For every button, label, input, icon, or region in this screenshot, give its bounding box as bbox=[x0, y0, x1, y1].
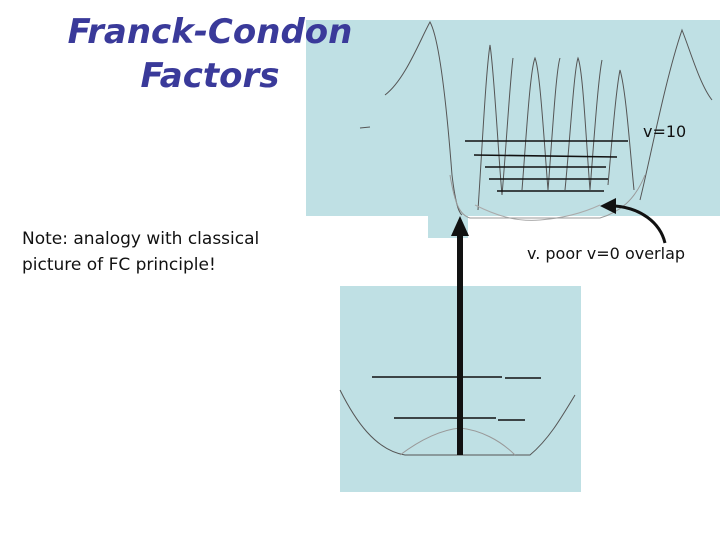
note-line-2: picture of FC principle! bbox=[22, 255, 216, 275]
title-line-2: Factors bbox=[140, 56, 280, 96]
lower-vibrational-levels bbox=[372, 377, 541, 420]
overlap-callout-arrow bbox=[600, 198, 665, 243]
title-line-1: Franck-Condon bbox=[67, 12, 353, 52]
label-v10: v=10 bbox=[643, 122, 687, 141]
note-line-1: Note: analogy with classical bbox=[22, 229, 260, 249]
transition-arrow-head bbox=[451, 216, 469, 236]
vertical-transition-arrow bbox=[451, 216, 469, 455]
level-v9 bbox=[474, 155, 617, 157]
label-poor-overlap: v. poor v=0 overlap bbox=[527, 244, 686, 263]
